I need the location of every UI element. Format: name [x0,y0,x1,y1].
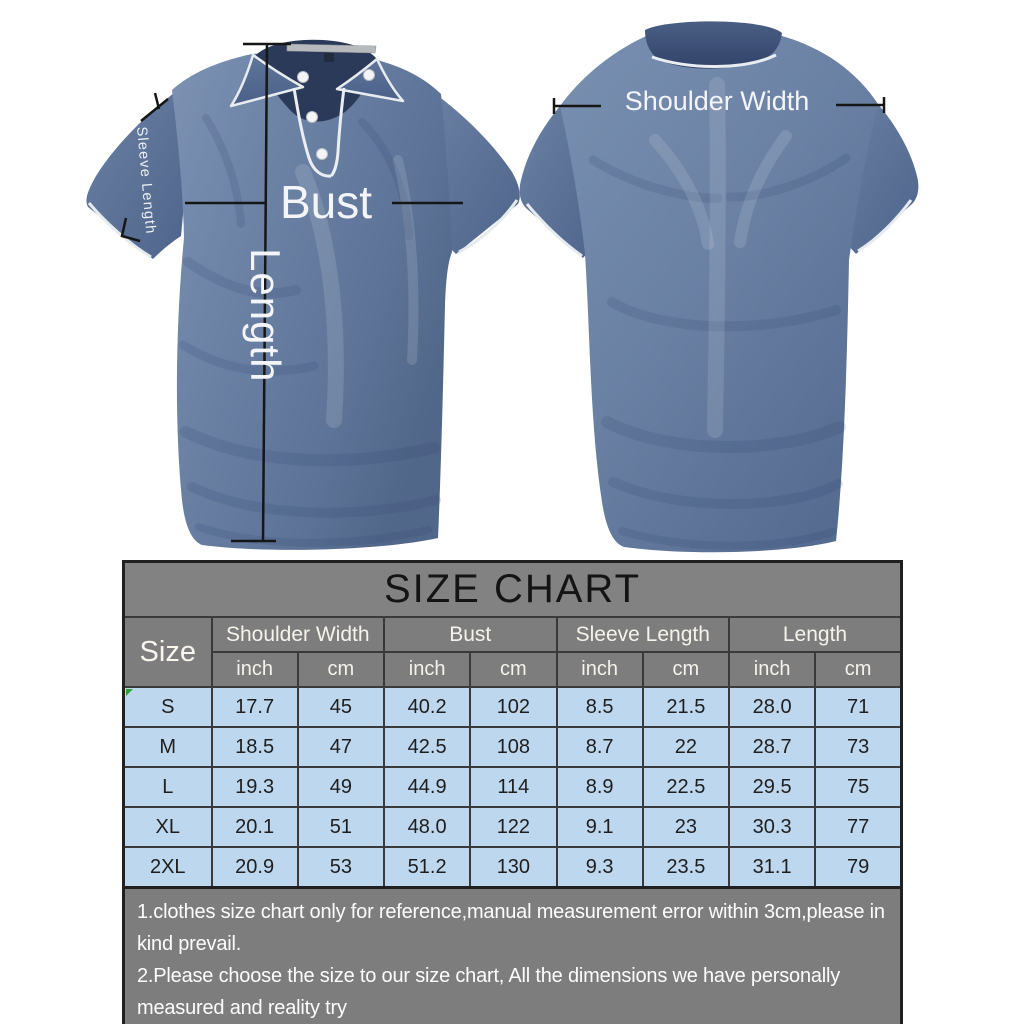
unit-header: inch [557,652,643,687]
table-cell: 73 [815,727,901,767]
sleeve-length-label: Sleeve Length [133,125,159,236]
table-cell: 9.1 [557,807,643,847]
unit-header: inch [212,652,298,687]
table-cell: 29.5 [729,767,815,807]
unit-header: cm [815,652,901,687]
col-header-size: Size [124,617,212,687]
table-cell: 9.3 [557,847,643,888]
size-row-xl [124,807,902,847]
table-cell: 40.2 [384,687,470,727]
table-cell: 30.3 [729,807,815,847]
table-cell: 51 [298,807,384,847]
size-label: S [124,687,212,727]
size-row-s [124,687,902,727]
table-cell: 45 [298,687,384,727]
table-cell: 18.5 [212,727,298,767]
shoulder-width-label: Shoulder Width [624,86,810,116]
unit-header: cm [298,652,384,687]
note-line: 2.Please choose the size to our size chart, All the dimensions we have personally measured and reality try [137,965,841,1019]
table-cell: 122 [470,807,556,847]
table-cell: 31.1 [729,847,815,888]
table-cell: 79 [815,847,901,888]
size-label: L [124,767,212,807]
table-cell: 48.0 [384,807,470,847]
table-cell: 8.5 [557,687,643,727]
size-label: 2XL [124,847,212,888]
table-cell: 22.5 [643,767,729,807]
table-cell: 47 [298,727,384,767]
collar-tag [324,53,334,62]
table-cell: 20.1 [212,807,298,847]
size-chart-title: SIZE CHART [124,562,902,618]
table-cell: 71 [815,687,901,727]
table-cell: 49 [298,767,384,807]
title-row [124,562,902,618]
size-label: M [124,727,212,767]
table-cell: 8.7 [557,727,643,767]
size-row-m [124,727,902,767]
table-cell: 23 [643,807,729,847]
unit-header: inch [729,652,815,687]
unit-header: cm [643,652,729,687]
table-cell: 77 [815,807,901,847]
size-chart-section [122,560,903,1024]
size-label: XL [124,807,212,847]
table-cell: 23.5 [643,847,729,888]
table-cell: 28.7 [729,727,815,767]
col-header-length: Length [729,617,902,652]
table-cell: 19.3 [212,767,298,807]
front-shirt [86,40,519,550]
size-row-2xl [124,847,902,888]
col-header-bust: Bust [384,617,557,652]
cell-corner-marker [126,689,133,696]
unit-header-row [124,652,902,687]
size-chart-table [122,560,903,889]
table-cell: 75 [815,767,901,807]
unit-header: inch [384,652,470,687]
table-cell: 102 [470,687,556,727]
table-cell: 130 [470,847,556,888]
length-label: Length [242,248,289,383]
table-cell: 20.9 [212,847,298,888]
table-cell: 44.9 [384,767,470,807]
table-cell: 114 [470,767,556,807]
table-cell: 8.9 [557,767,643,807]
table-cell: 42.5 [384,727,470,767]
table-cell: 28.0 [729,687,815,727]
table-cell: 108 [470,727,556,767]
unit-header: cm [470,652,556,687]
table-cell: 51.2 [384,847,470,888]
note-line: 1.clothes size chart only for reference,manual measurement error within 3cm,please in kind prevail. [137,901,885,955]
size-row-l [124,767,902,807]
size-chart-notes [122,889,903,1024]
col-header-sleeve-length: Sleeve Length [557,617,730,652]
group-header-row [124,617,902,652]
col-header-shoulder-width: Shoulder Width [212,617,385,652]
table-cell: 53 [298,847,384,888]
table-cell: 17.7 [212,687,298,727]
bust-label: Bust [280,176,373,228]
table-cell: 22 [643,727,729,767]
table-cell: 21.5 [643,687,729,727]
